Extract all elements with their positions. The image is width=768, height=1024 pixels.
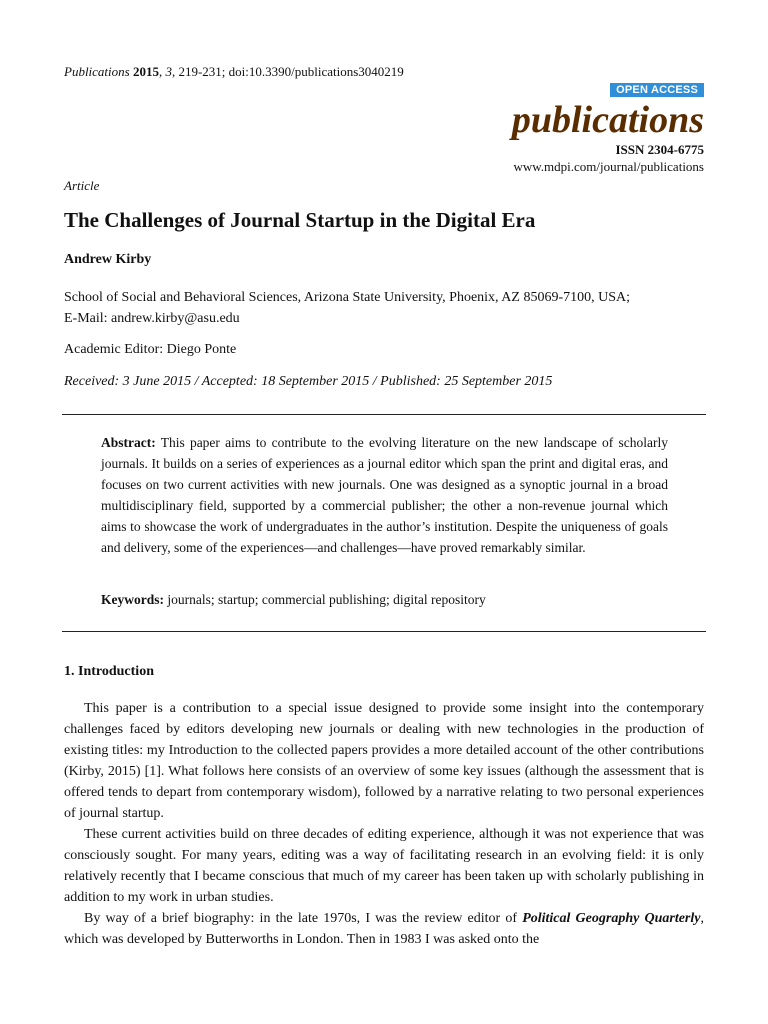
section-heading: 1. Introduction bbox=[64, 664, 154, 679]
paragraph bbox=[64, 908, 704, 950]
abstract-label: Abstract: bbox=[101, 435, 156, 450]
journal-logo: publications bbox=[511, 99, 704, 141]
affiliation bbox=[64, 287, 704, 329]
divider-bottom bbox=[62, 631, 706, 632]
abstract bbox=[101, 432, 668, 558]
paragraph: These current activities build on three decades of editing experience, although it was not experience that was consciously sought. For many years, editing was a way of facilitating research in an evolving field: it is only relatively recently that I became conscious that much of my career has been taken up with scholarly publishing in addition to my work in urban studies. bbox=[64, 827, 704, 905]
citation-journal: Publications bbox=[64, 64, 130, 79]
author-name: Andrew Kirby bbox=[64, 252, 152, 267]
academic-editor: Academic Editor: Diego Ponte bbox=[64, 342, 237, 357]
citation-volume: 3 bbox=[165, 64, 172, 79]
citation-year: 2015 bbox=[132, 64, 159, 79]
citation-line: Publications 2015, 3, 219-231; doi:10.3390/publications3040219 bbox=[64, 64, 404, 79]
keywords-label: Keywords: bbox=[101, 592, 164, 607]
paragraph-start: By way of a brief biography: in the late 1970s, I was the review editor of bbox=[84, 911, 523, 926]
article-type: Article bbox=[64, 178, 100, 193]
abstract-text: This paper aims to contribute to the evolving literature on the new landscape of scholarly journals. It builds on a series of experiences as a journal editor which span the print and digital eras, and focuses on two current activities with new journals. One was designed as a synoptic journal in a broad multidisciplinary field, supported by a commercial publisher; the other a non-revenue journal which aims to showcase the work of undergraduates in the author’s institution. Despite the uniqueness of goals and delivery, some of the experiences—and challenges—have proved remarkably similar. bbox=[101, 435, 668, 555]
paragraph-end: , which was developed by Butterworths in London. Then in 1983 I was asked onto the bbox=[64, 911, 704, 947]
issn: ISSN 2304-6775 bbox=[615, 142, 704, 157]
divider-top bbox=[62, 414, 706, 415]
citation-pages-doi: , 219-231; doi:10.3390/publications3040219 bbox=[171, 64, 404, 79]
publication-dates: Received: 3 June 2015 / Accepted: 18 September 2015 / Published: 25 September 2015 bbox=[64, 374, 553, 389]
journal-url[interactable]: www.mdpi.com/journal/publications bbox=[513, 159, 704, 174]
keywords-text: journals; startup; commercial publishing; digital repository bbox=[164, 592, 486, 607]
paragraph: This paper is a contribution to a special issue designed to provide some insight into the contemporary challenges faced by editors developing new journals or dealing with new technologies in the production of existing titles: my Introduction to the collected papers provides a more detailed account of the other contributions (Kirby, 2015) [1]. What follows here consists of an overview of some key issues (although the assessment that is offered tends to depart from contemporary wisdom), followed by a narrative relating to two personal experiences of journal startup. bbox=[64, 701, 704, 821]
affiliation-text: School of Social and Behavioral Sciences, Arizona State University, Phoenix, AZ 85069-7100, USA; bbox=[64, 290, 631, 305]
journal-title-emphasis: Political Geography Quarterly bbox=[522, 911, 701, 926]
body-text bbox=[64, 698, 704, 950]
journal-masthead bbox=[404, 80, 704, 175]
open-access-badge: OPEN ACCESS bbox=[610, 83, 704, 97]
paper-title: The Challenges of Journal Startup in the Digital Era bbox=[64, 208, 536, 232]
keywords bbox=[101, 592, 668, 608]
author-email[interactable]: E-Mail: andrew.kirby@asu.edu bbox=[64, 311, 240, 326]
